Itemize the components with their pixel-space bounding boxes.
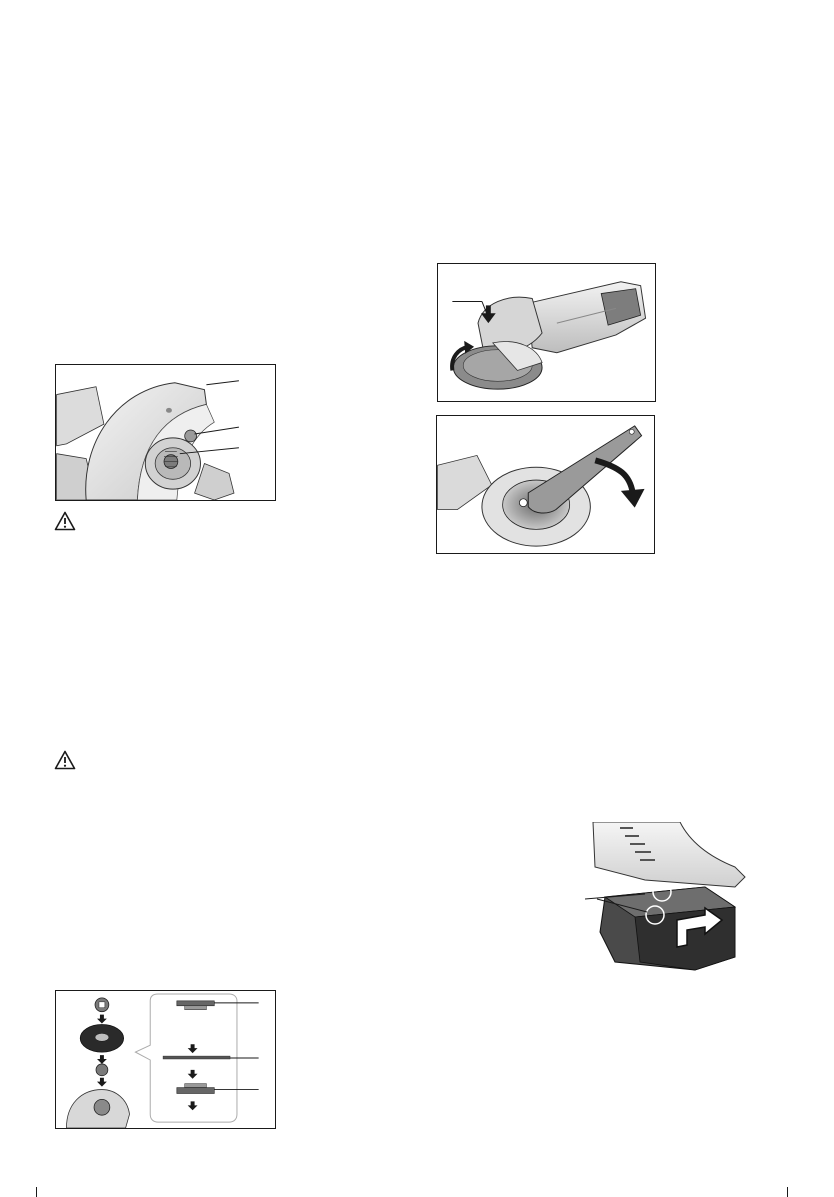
wrench-illustration [437, 416, 654, 553]
figure-spindle-lock-press [437, 263, 656, 402]
warning-triangle-icon [54, 750, 76, 770]
wheel-guard-illustration [56, 365, 275, 500]
figure-wheel-mounting-sequence [55, 990, 276, 1129]
spindle-lock-illustration [438, 264, 655, 401]
trim-mark-left [36, 1187, 37, 1197]
figure-wheel-guard-assembly [55, 364, 276, 501]
figure-battery-removal [585, 822, 750, 972]
figure-lock-nut-wrench [436, 415, 655, 554]
battery-illustration [585, 822, 750, 972]
warning-triangle-icon [54, 511, 76, 531]
wheel-stack-illustration [56, 991, 275, 1128]
trim-mark-right [787, 1187, 788, 1197]
